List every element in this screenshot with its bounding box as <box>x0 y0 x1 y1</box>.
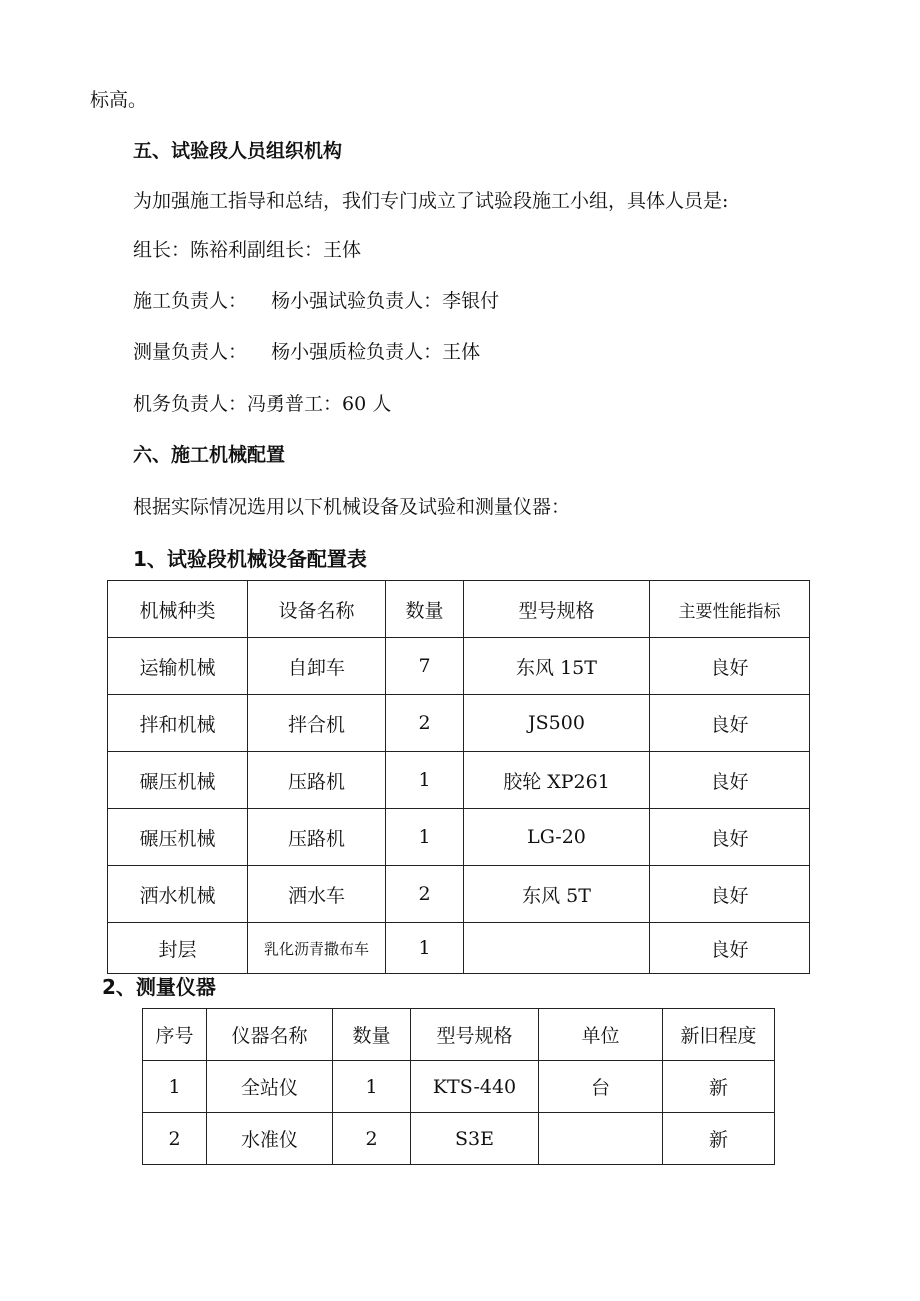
table-cell: 台 <box>539 1061 663 1113</box>
table-cell: 东风 15T <box>464 638 650 695</box>
table-cell: 1 <box>386 923 464 974</box>
table-cell: 拌和机械 <box>108 695 248 752</box>
table-cell <box>539 1113 663 1165</box>
instrument-table <box>142 1008 775 1165</box>
table-cell: 2 <box>386 866 464 923</box>
table-cell: 1 <box>386 809 464 866</box>
table-cell: 良好 <box>650 923 810 974</box>
table-cell: 良好 <box>650 752 810 809</box>
table-cell: 运输机械 <box>108 638 248 695</box>
table-cell: JS500 <box>464 695 650 752</box>
table-cell: 压路机 <box>248 809 386 866</box>
table-cell <box>464 923 650 974</box>
table-cell: 碾压机械 <box>108 809 248 866</box>
header-cell: 序号 <box>143 1009 207 1061</box>
section-heading-5: 五、试验段人员组织机构 <box>133 140 343 162</box>
table-cell: 拌合机 <box>248 695 386 752</box>
table-cell: 新 <box>663 1113 775 1165</box>
table-row <box>143 1061 775 1113</box>
table-cell: 封层 <box>108 923 248 974</box>
table-header-row <box>143 1009 775 1061</box>
table-cell: 7 <box>386 638 464 695</box>
table-cell: 良好 <box>650 638 810 695</box>
table-cell: 2 <box>333 1113 411 1165</box>
table-row <box>108 866 810 923</box>
paragraph: 为加强施工指导和总结，我们专门成立了试验段施工小组，具体人员是: <box>133 190 729 212</box>
header-cell: 型号规格 <box>464 581 650 638</box>
table-cell: 洒水车 <box>248 866 386 923</box>
table-cell: 良好 <box>650 695 810 752</box>
table-cell: 水准仪 <box>207 1113 333 1165</box>
table-cell: 2 <box>143 1113 207 1165</box>
table-cell: 碾压机械 <box>108 752 248 809</box>
table-row <box>108 809 810 866</box>
table-cell: 1 <box>143 1061 207 1113</box>
subsection-heading: 2、测量仪器 <box>102 975 216 999</box>
table-cell: 洒水机械 <box>108 866 248 923</box>
paragraph: 根据实际情况选用以下机械设备及试验和测量仪器： <box>133 496 571 518</box>
table-row <box>108 752 810 809</box>
table-cell: 自卸车 <box>248 638 386 695</box>
table-cell: 压路机 <box>248 752 386 809</box>
staff-line: 组长：陈裕利副组长：王体 <box>133 239 362 261</box>
header-cell: 设备名称 <box>248 581 386 638</box>
header-cell: 单位 <box>539 1009 663 1061</box>
table-row <box>108 695 810 752</box>
table-row <box>108 638 810 695</box>
header-cell: 机械种类 <box>108 581 248 638</box>
header-cell: 数量 <box>386 581 464 638</box>
header-cell: 数量 <box>333 1009 411 1061</box>
staff-line: 机务负责人：冯勇普工：60 人 <box>133 393 392 415</box>
header-cell: 型号规格 <box>411 1009 539 1061</box>
header-cell: 新旧程度 <box>663 1009 775 1061</box>
table-row <box>143 1113 775 1165</box>
table-cell: LG-20 <box>464 809 650 866</box>
table-cell: 2 <box>386 695 464 752</box>
staff-line: 测量负责人： 杨小强质检负责人：王体 <box>133 341 481 363</box>
text-line: 标高。 <box>90 89 148 111</box>
table-cell: 良好 <box>650 866 810 923</box>
header-cell: 仪器名称 <box>207 1009 333 1061</box>
table-cell: 胶轮 XP261 <box>464 752 650 809</box>
table-cell: 1 <box>333 1061 411 1113</box>
table-cell: 良好 <box>650 809 810 866</box>
table-cell: 全站仪 <box>207 1061 333 1113</box>
table-cell: 新 <box>663 1061 775 1113</box>
table-cell: 1 <box>386 752 464 809</box>
table-cell: 东风 5T <box>464 866 650 923</box>
staff-line: 施工负责人： 杨小强试验负责人：李银付 <box>133 290 500 312</box>
section-heading-6: 六、施工机械配置 <box>133 444 286 466</box>
subsection-heading: 1、试验段机械设备配置表 <box>133 547 367 571</box>
table-cell: 乳化沥青撒布车 <box>248 923 386 974</box>
table-header-row <box>108 581 810 638</box>
machinery-table <box>107 580 810 974</box>
header-cell: 主要性能指标 <box>650 581 810 638</box>
table-row <box>108 923 810 974</box>
table-cell: S3E <box>411 1113 539 1165</box>
table-cell: KTS-440 <box>411 1061 539 1113</box>
